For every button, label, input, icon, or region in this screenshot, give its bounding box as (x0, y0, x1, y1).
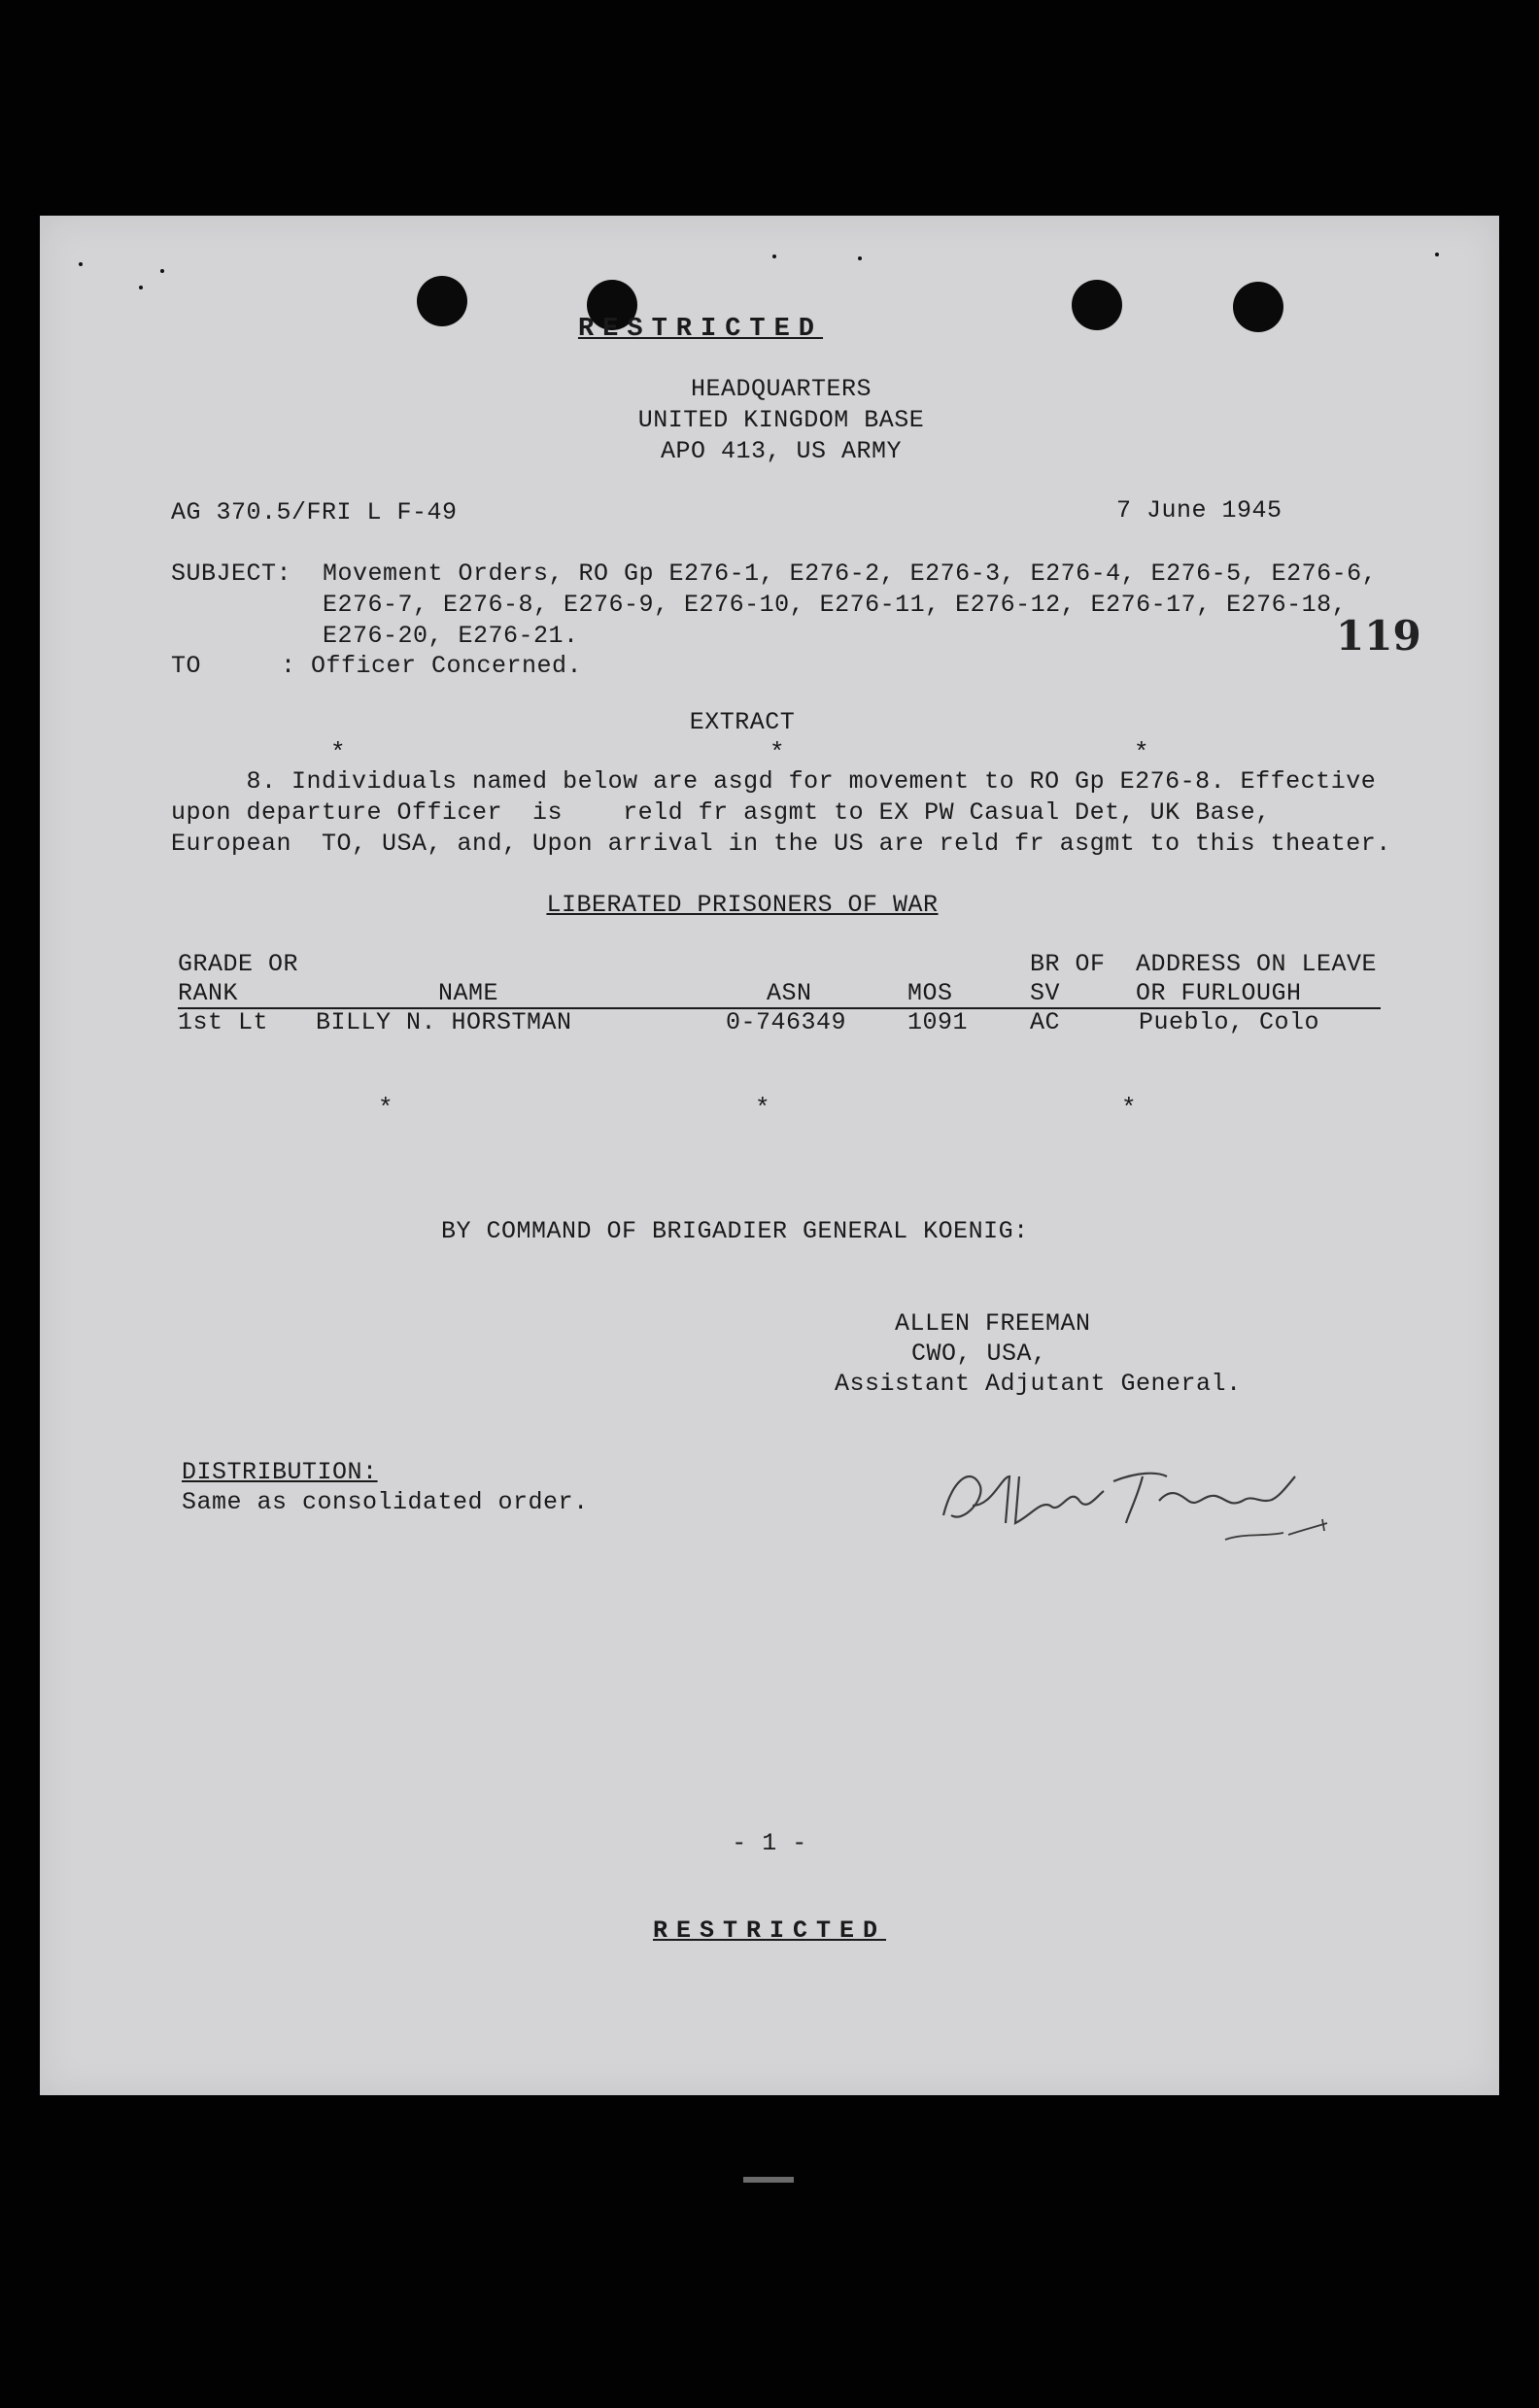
column-header-address: ADDRESS ON LEAVE (1136, 950, 1378, 978)
signer-title: Assistant Adjutant General. (835, 1370, 1242, 1398)
command-line: BY COMMAND OF BRIGADIER GENERAL KOENIG: (441, 1217, 1029, 1245)
document-date: 7 June 1945 (1116, 496, 1282, 525)
cell-mos: 1091 (907, 1008, 969, 1036)
paragraph-line1: 8. Individuals named below are asgd for movement to RO Gp E276-8. Effective (171, 767, 1377, 796)
org-heading-line2: UNITED KINGDOM BASE (637, 406, 925, 434)
distribution-text: Same as consolidated order. (182, 1488, 589, 1516)
cell-asn: 0-746349 (726, 1008, 847, 1036)
dust-speck (772, 254, 776, 258)
dust-speck (139, 286, 143, 289)
cell-branch: AC (1030, 1008, 1061, 1036)
org-heading-line1: HEADQUARTERS (690, 375, 872, 403)
to-value: : Officer Concerned. (281, 652, 583, 680)
separator-star: * (1121, 1094, 1137, 1123)
separator-star: * (770, 738, 785, 767)
handwritten-page-number: 119 (1336, 612, 1421, 660)
signer-rank: CWO, USA, (911, 1340, 1047, 1368)
cell-address: Pueblo, Colo (1139, 1008, 1320, 1036)
cell-grade: 1st Lt (178, 1008, 269, 1036)
separator-star: * (1134, 738, 1149, 767)
column-header-branch: BR OF (1030, 950, 1106, 978)
handwritten-signature (934, 1447, 1342, 1554)
extract-title: EXTRACT (689, 708, 796, 736)
column-header-name: NAME (438, 979, 499, 1007)
dust-speck (1435, 253, 1439, 256)
paragraph-line2: upon departure Officer is reld fr asgmt to EX PW Casual Det, UK Base, (171, 798, 1271, 827)
column-header-address: OR FURLOUGH (1136, 979, 1302, 1007)
column-header-grade: RANK (178, 979, 239, 1007)
subject-line3: E276-20, E276-21. (323, 622, 579, 650)
column-header-branch: SV (1030, 979, 1061, 1007)
scan-artifact (743, 2177, 794, 2183)
table-title: LIBERATED PRISONERS OF WAR (546, 891, 939, 919)
subject-line1: Movement Orders, RO Gp E276-1, E276-2, E276-3, E276-4, E276-5, E276-6, (323, 560, 1378, 588)
org-heading-line3: APO 413, US ARMY (660, 437, 903, 465)
classification-header: RESTRICTED (577, 315, 824, 344)
document-sheet (40, 216, 1499, 2095)
column-header-mos: MOS (907, 979, 953, 1007)
file-reference: AG 370.5/FRI L F-49 (171, 498, 458, 526)
separator-star: * (378, 1094, 393, 1123)
column-header-asn: ASN (767, 979, 812, 1007)
classification-footer: RESTRICTED (652, 1916, 887, 1945)
dust-speck (858, 256, 862, 260)
paragraph-line3: European TO, USA, and, Upon arrival in the US are reld fr asgmt to this theater. (171, 830, 1391, 858)
cell-name: BILLY N. HORSTMAN (316, 1008, 572, 1036)
subject-label: SUBJECT: (171, 560, 292, 588)
dust-speck (160, 269, 164, 273)
to-label: TO (171, 652, 202, 680)
column-header-grade: GRADE OR (178, 950, 299, 978)
distribution-label: DISTRIBUTION: (182, 1458, 378, 1486)
separator-star: * (330, 738, 346, 767)
subject-line2: E276-7, E276-8, E276-9, E276-10, E276-11, E276-12, E276-17, E276-18, (323, 591, 1348, 619)
page-number: - 1 - (732, 1829, 807, 1857)
separator-star: * (755, 1094, 770, 1123)
signer-name: ALLEN FREEMAN (895, 1309, 1091, 1338)
dust-speck (79, 262, 83, 266)
